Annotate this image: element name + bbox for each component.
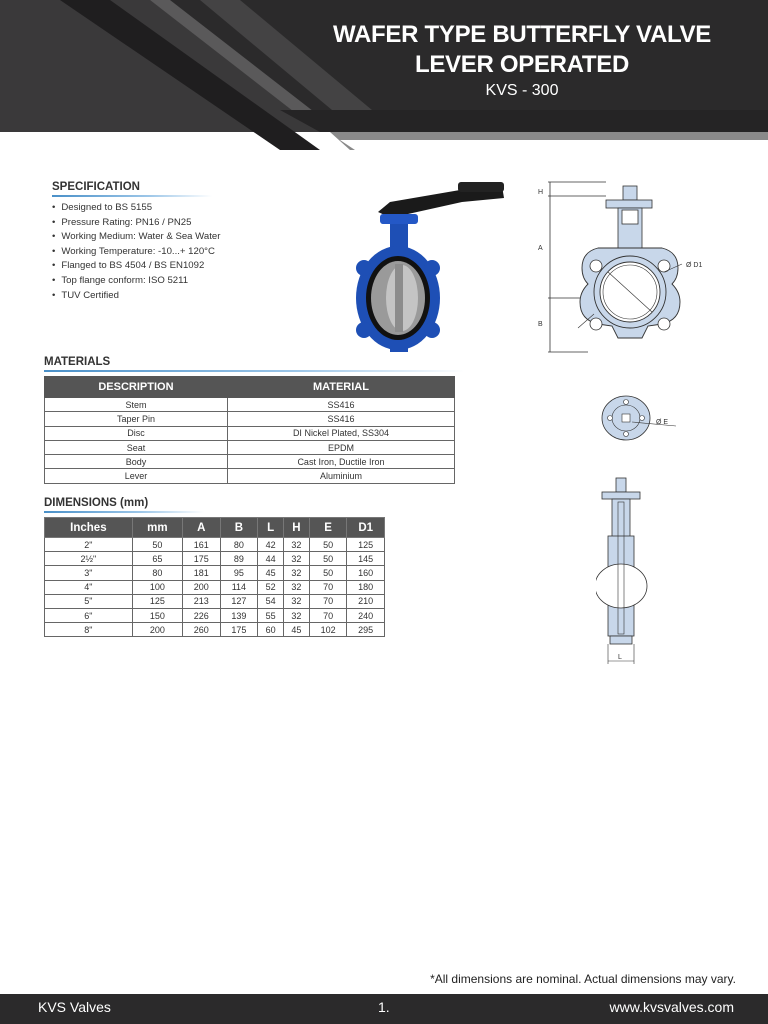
table-cell: 125 (347, 538, 385, 552)
table-cell: 70 (309, 594, 347, 608)
materials-heading: MATERIALS (44, 356, 111, 368)
table-cell: 70 (309, 608, 347, 622)
table-cell: 175 (220, 623, 258, 637)
label-h: H (538, 189, 544, 196)
table-cell: 200 (183, 580, 221, 594)
spec-item: • Working Medium: Water & Sea Water (52, 230, 220, 245)
table-cell: 125 (132, 594, 182, 608)
label-a: A (538, 245, 543, 252)
page-header (0, 0, 768, 150)
table-cell: 175 (183, 552, 221, 566)
table-row (45, 552, 385, 566)
table-cell: 32 (284, 594, 310, 608)
table-cell: SS416 (227, 412, 454, 426)
column-header: B (220, 518, 258, 538)
table-row (45, 426, 455, 440)
column-header: D1 (347, 518, 385, 538)
table-cell: 145 (347, 552, 385, 566)
table-row (45, 412, 455, 426)
table-cell: 32 (284, 552, 310, 566)
table-cell: 32 (284, 608, 310, 622)
table-cell: 181 (183, 566, 221, 580)
column-header: L (258, 518, 284, 538)
page-title-line1: WAFER TYPE BUTTERFLY VALVE (332, 21, 712, 48)
table-row (45, 594, 385, 608)
valve-product-image (350, 180, 505, 355)
side-view-drawing (596, 476, 666, 671)
materials-underline (44, 370, 464, 372)
title-block (332, 20, 712, 100)
column-header: DESCRIPTION (45, 377, 228, 398)
table-cell: 260 (183, 623, 221, 637)
table-cell: EPDM (227, 440, 454, 454)
table-cell: 210 (347, 594, 385, 608)
top-flange-drawing (596, 392, 686, 448)
table-cell: 6" (45, 608, 133, 622)
table-cell: 240 (347, 608, 385, 622)
dimensions-table-body (45, 538, 385, 637)
specification-list (52, 201, 220, 303)
table-cell: 5" (45, 594, 133, 608)
table-row (45, 623, 385, 637)
table-cell: 32 (284, 580, 310, 594)
table-row (45, 608, 385, 622)
table-cell: 150 (132, 608, 182, 622)
label-e: Ø E (656, 419, 669, 426)
column-header: H (284, 518, 310, 538)
table-cell: 139 (220, 608, 258, 622)
spec-item: • TUV Certified (52, 289, 220, 304)
spec-item: • Designed to BS 5155 (52, 201, 220, 216)
table-cell: 50 (309, 538, 347, 552)
table-cell: 50 (309, 552, 347, 566)
table-cell: 4" (45, 580, 133, 594)
table-cell: 8" (45, 623, 133, 637)
table-cell: 60 (258, 623, 284, 637)
table-cell: 32 (284, 566, 310, 580)
table-cell: 80 (132, 566, 182, 580)
page-number: 1. (378, 999, 390, 1015)
front-view-drawing (528, 168, 718, 358)
column-header: MATERIAL (227, 377, 454, 398)
footer-company: KVS Valves (38, 999, 111, 1015)
table-cell: 2" (45, 538, 133, 552)
table-cell: 213 (183, 594, 221, 608)
specification-underline (52, 195, 212, 197)
column-header: mm (132, 518, 182, 538)
table-cell: Taper Pin (45, 412, 228, 426)
table-row (45, 440, 455, 454)
table-cell: 52 (258, 580, 284, 594)
column-header: E (309, 518, 347, 538)
table-cell: 295 (347, 623, 385, 637)
materials-table (44, 376, 455, 484)
table-row (45, 398, 455, 412)
spec-item: • Pressure Rating: PN16 / PN25 (52, 216, 220, 231)
table-cell: Stem (45, 398, 228, 412)
spec-item: • Working Temperature: -10...+ 120°C (52, 245, 220, 260)
spec-item: • Top flange conform: ISO 5211 (52, 274, 220, 289)
dimensions-note: *All dimensions are nominal. Actual dimensions may vary. (430, 972, 736, 986)
table-cell: 3" (45, 566, 133, 580)
page-footer (0, 994, 768, 1024)
table-cell: Cast Iron, Ductile Iron (227, 455, 454, 469)
table-cell: 95 (220, 566, 258, 580)
table-cell: Aluminium (227, 469, 454, 483)
dimensions-underline (44, 511, 204, 513)
label-l: L (618, 654, 622, 661)
table-cell: 161 (183, 538, 221, 552)
table-cell: 226 (183, 608, 221, 622)
table-row (45, 580, 385, 594)
table-cell: 44 (258, 552, 284, 566)
table-cell: 70 (309, 580, 347, 594)
column-header: Inches (45, 518, 133, 538)
table-cell: 160 (347, 566, 385, 580)
table-cell: 100 (132, 580, 182, 594)
table-cell: 200 (132, 623, 182, 637)
table-cell: 65 (132, 552, 182, 566)
table-cell: Body (45, 455, 228, 469)
table-cell: Lever (45, 469, 228, 483)
table-row (45, 455, 455, 469)
table-cell: 50 (309, 566, 347, 580)
table-cell: Disc (45, 426, 228, 440)
table-cell: 32 (284, 538, 310, 552)
table-row (45, 538, 385, 552)
model-number: KVS - 300 (485, 82, 559, 99)
table-cell: 50 (132, 538, 182, 552)
table-cell: 180 (347, 580, 385, 594)
table-cell: 2½" (45, 552, 133, 566)
table-cell: 80 (220, 538, 258, 552)
table-cell: 102 (309, 623, 347, 637)
table-header-row (45, 377, 455, 398)
page-title-line2: LEVER OPERATED (414, 51, 630, 78)
table-cell: 42 (258, 538, 284, 552)
specification-heading: SPECIFICATION (52, 181, 140, 193)
dimensions-table (44, 517, 385, 637)
table-cell: 55 (258, 608, 284, 622)
label-b: B (538, 321, 543, 328)
table-header-row (45, 518, 385, 538)
spec-item: • Flanged to BS 4504 / BS EN1092 (52, 259, 220, 274)
table-row (45, 566, 385, 580)
table-cell: 54 (258, 594, 284, 608)
table-cell: SS416 (227, 398, 454, 412)
column-header: A (183, 518, 221, 538)
table-cell: 89 (220, 552, 258, 566)
dimensions-heading: DIMENSIONS (mm) (44, 497, 149, 509)
table-cell: 127 (220, 594, 258, 608)
table-cell: 45 (284, 623, 310, 637)
label-d1: Ø D1 (686, 262, 703, 269)
table-row (45, 469, 455, 483)
table-cell: 114 (220, 580, 258, 594)
table-cell: DI Nickel Plated, SS304 (227, 426, 454, 440)
table-cell: Seat (45, 440, 228, 454)
table-cell: 45 (258, 566, 284, 580)
footer-website-link[interactable]: www.kvsvalves.com (609, 999, 734, 1015)
